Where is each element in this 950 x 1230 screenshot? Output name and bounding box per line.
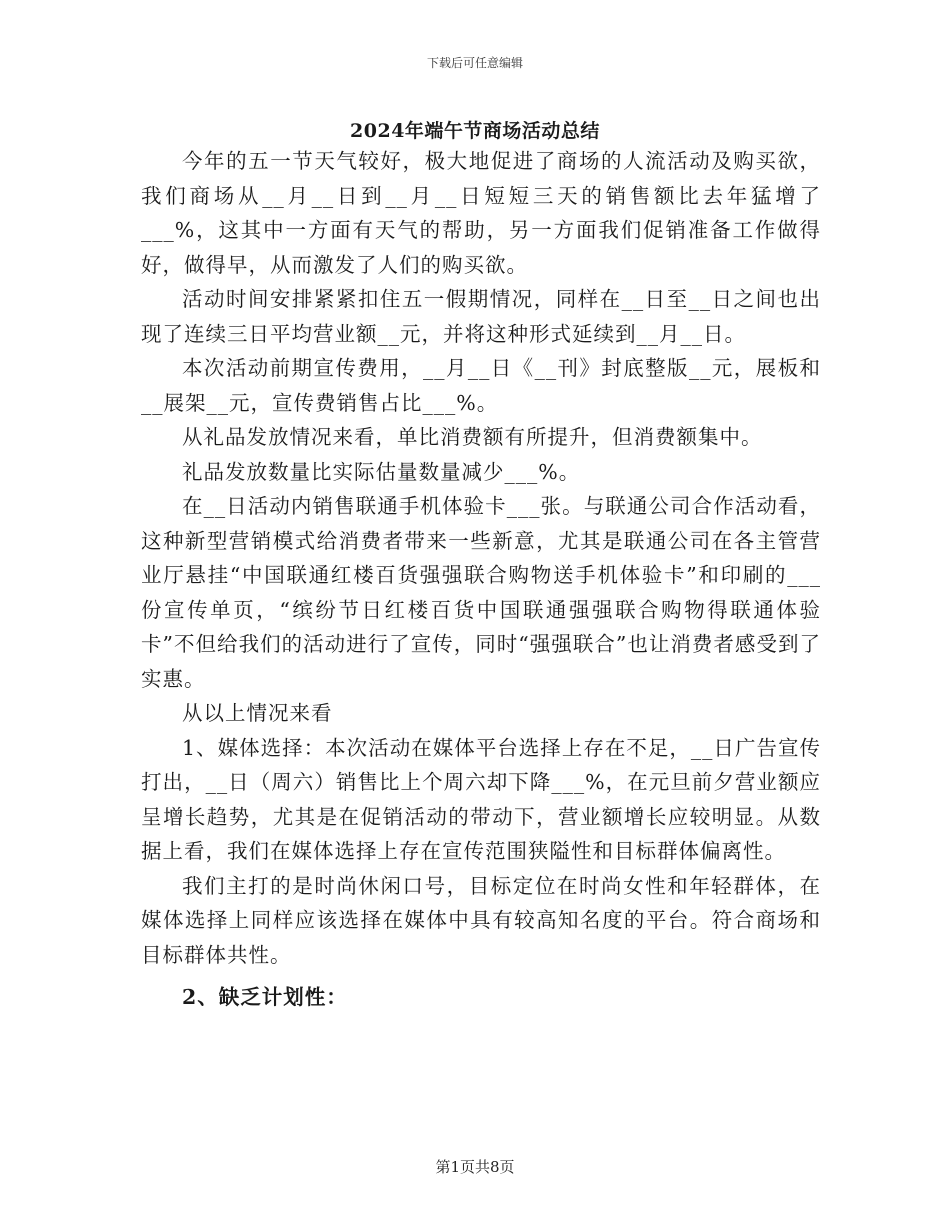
- paragraph-gift-quantity: 礼品发放数量比实际估量数量减少___%。: [182, 459, 581, 484]
- paragraph-activity-time: 活动时间安排紧紧扣住五一假期情况，同样在__日至__日之间也出现了连续三日平均营业额__元，并将这种形式延续到__月__日。: [141, 287, 821, 346]
- section-heading-planning: 2、缺乏计划性：: [182, 985, 348, 1009]
- paragraph-unicom-cooperation: 在__日活动内销售联通手机体验卡___张。与联通公司合作活动看，这种新型营销模式给消费者带来一些新意，尤其是联通公司在各主管营业厅悬挂“中国联通红楼百货强强联合购物送手机体验卡”和印刷的___份宣传单页，“缤纷节日红楼百货中国联通强强联合购物得联通体验卡”不但给我们的活动进行了宣传，同时“强强联合”也让消费者感受到了实惠。: [141, 494, 821, 691]
- header-note: 下载后可任意编辑: [426, 56, 523, 70]
- paragraph-gift-distribution: 从礼品发放情况来看，单比消费额有所提升，但消费额集中。: [182, 425, 763, 449]
- paragraph-media-selection: 1、媒体选择：本次活动在媒体平台选择上存在不足，__日广告宣传打出，__日（周六）销售比上个周六却下降___%，在元旦前夕营业额应呈增长趋势，尤其是在促销活动的带动下，营业额增长应较明显。从数据上看，我们在媒体选择上存在宣传范围狭隘性和目标群体偏离性。: [141, 735, 821, 863]
- page-footer: 第1页共8页: [435, 1158, 515, 1176]
- paragraph-summary-intro: 从以上情况来看: [182, 701, 333, 725]
- paragraph-sales-increase: 今年的五一节天气较好，极大地促进了商场的人流活动及购买欲，我们商场从__月__日到__月__日短短三天的销售额比去年猛增了___%，这其中一方面有天气的帮助，另一方面我们促销准备工作做得好，做得早，从而激发了人们的购买欲。: [141, 149, 821, 277]
- document-title: 2024年端午节商场活动总结: [350, 120, 600, 142]
- document-body: [141, 144, 821, 1015]
- paragraph-promotion-cost: 本次活动前期宣传费用，__月__日《__刊》封底整版__元，展板和__展架__元，宣传费销售占比___%。: [141, 356, 821, 415]
- paragraph-target-group: 我们主打的是时尚休闲口号，目标定位在时尚女性和年轻群体，在媒体选择上同样应该选择在媒体中具有较高知名度的平台。符合商场和目标群体共性。: [141, 873, 821, 967]
